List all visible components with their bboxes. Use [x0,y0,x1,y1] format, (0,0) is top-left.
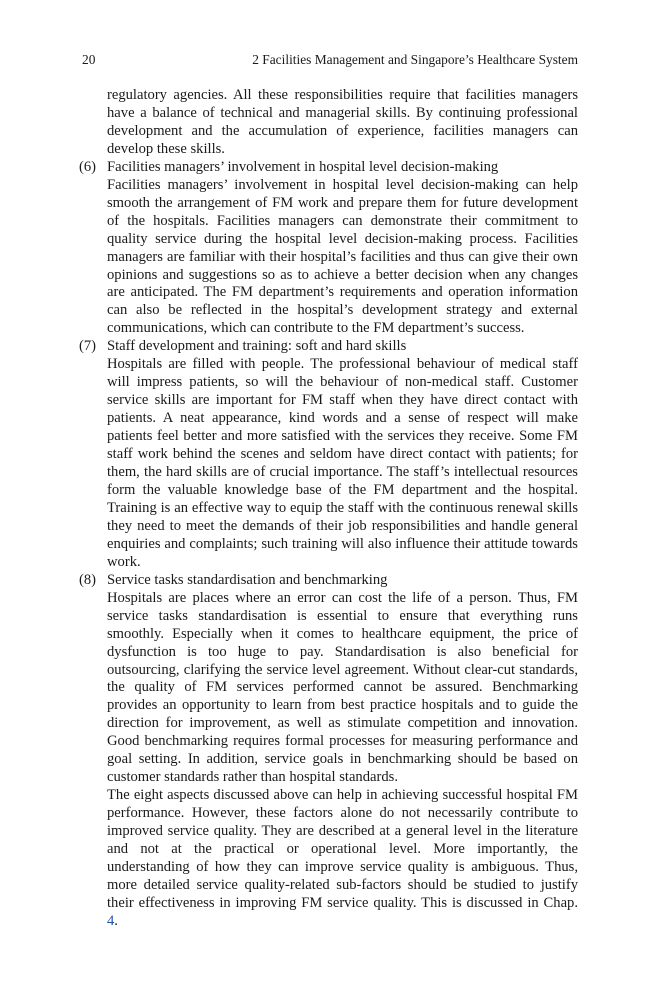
running-head [82,51,578,69]
list-item-heading-text: Service tasks standardisation and benchmarking [107,571,388,588]
list-item-heading [79,338,578,356]
list-item-text: Hospitals are filled with people. The professional behaviour of medical staff will impress patients, so will the behaviour of non-medical staff. Customer service skills are important for FM staff when they have direct contact with patients. A neat appearance, kind words and a sense of respect will make patients feel better and more satisfied with the services they receive. Some FM staff work behind the scenes and seldom have direct contact with patients; for them, the hard skills are of crucial importance. The staff’s intellectual resources form the valuable knowledge base of the FM department and the hospital. Training is an effective way to equip the staff with the continuous renewal skills they need to meet the demands of their job responsibilities and handle general enquiries and complaints; such training will also influence their attitude towards work. [107,356,578,570]
list-item-number: (8) [79,571,97,588]
chapter-link[interactable]: 4 [107,912,115,929]
conclusion-text: The eight aspects discussed above can help in achieving successful hospital FM performance. However, these factors alone do not necessarily contribute to improved service quality. They are described at a general level in the literature and not at the practical or operational level. More importantly, the understanding of how they can improve service quality is ambiguous. Thus, more detailed service quality-related sub-factors should be studied to justify their effectiveness in improving FM service quality. This is discussed in Chap. [107,787,578,911]
list-item-6 [79,158,578,339]
list-item-heading [79,571,578,590]
list-item-7 [79,338,578,571]
list-item-number: (7) [79,338,97,355]
intro-paragraph: regulatory agencies. All these responsibilities require that facilities managers have a balance of technical and managerial skills. By continuing professional development and the accumulation of experience, facilities managers can develop these skills. [107,87,578,157]
list-item-heading [79,158,578,177]
list-item-8 [79,571,578,787]
page-number: 20 [82,52,96,67]
list-item-number: (6) [79,158,97,175]
running-title: 2 Facilities Management and Singapore’s Healthcare System [252,52,578,67]
list-item-text: Facilities managers’ involvement in hospital level decision-making can help smooth the arrangement of FM work and prepare them for future development of the hospitals. Facilities managers can demonstrate their commitment to quality service during the hospital level decision-making process. Facilities managers are familiar with their hospital’s facilities and thus can give their own opinions and suggestions so as to achieve a better decision when any changes are anticipated. The FM department’s requirements and operation information can also be reflected in the hospital’s development strategy and external communications, which can contribute to the FM department’s success. [107,176,578,337]
conclusion-paragraph [107,787,578,931]
list-item-heading-text: Facilities managers’ involvement in hospital level decision-making [107,158,499,175]
list-item-heading-text: Staff development and training: soft and hard skills [107,338,407,355]
body-text [79,87,578,931]
list-item-text: Hospitals are places where an error can cost the life of a person. Thus, FM service tasks standardisation is essential to ensure that everything runs smoothly. Especially when it comes to healthcare equipment, the price of dysfunction is too huge to pay. Standardisation is also beneficial for outsourcing, clarifying the service level agreement. Without clear-cut standards, the quality of FM services performed cannot be assured. Benchmarking provides an opportunity to learn from best practice hospitals and to guide the direction for improvement, as well as stimulate competition and innovation. Good benchmarking requires formal processes for measuring performance and goal setting. In addition, service goals in benchmarking should be based on customer standards rather than hospital standards. [107,589,578,786]
conclusion-end: . [114,912,118,929]
